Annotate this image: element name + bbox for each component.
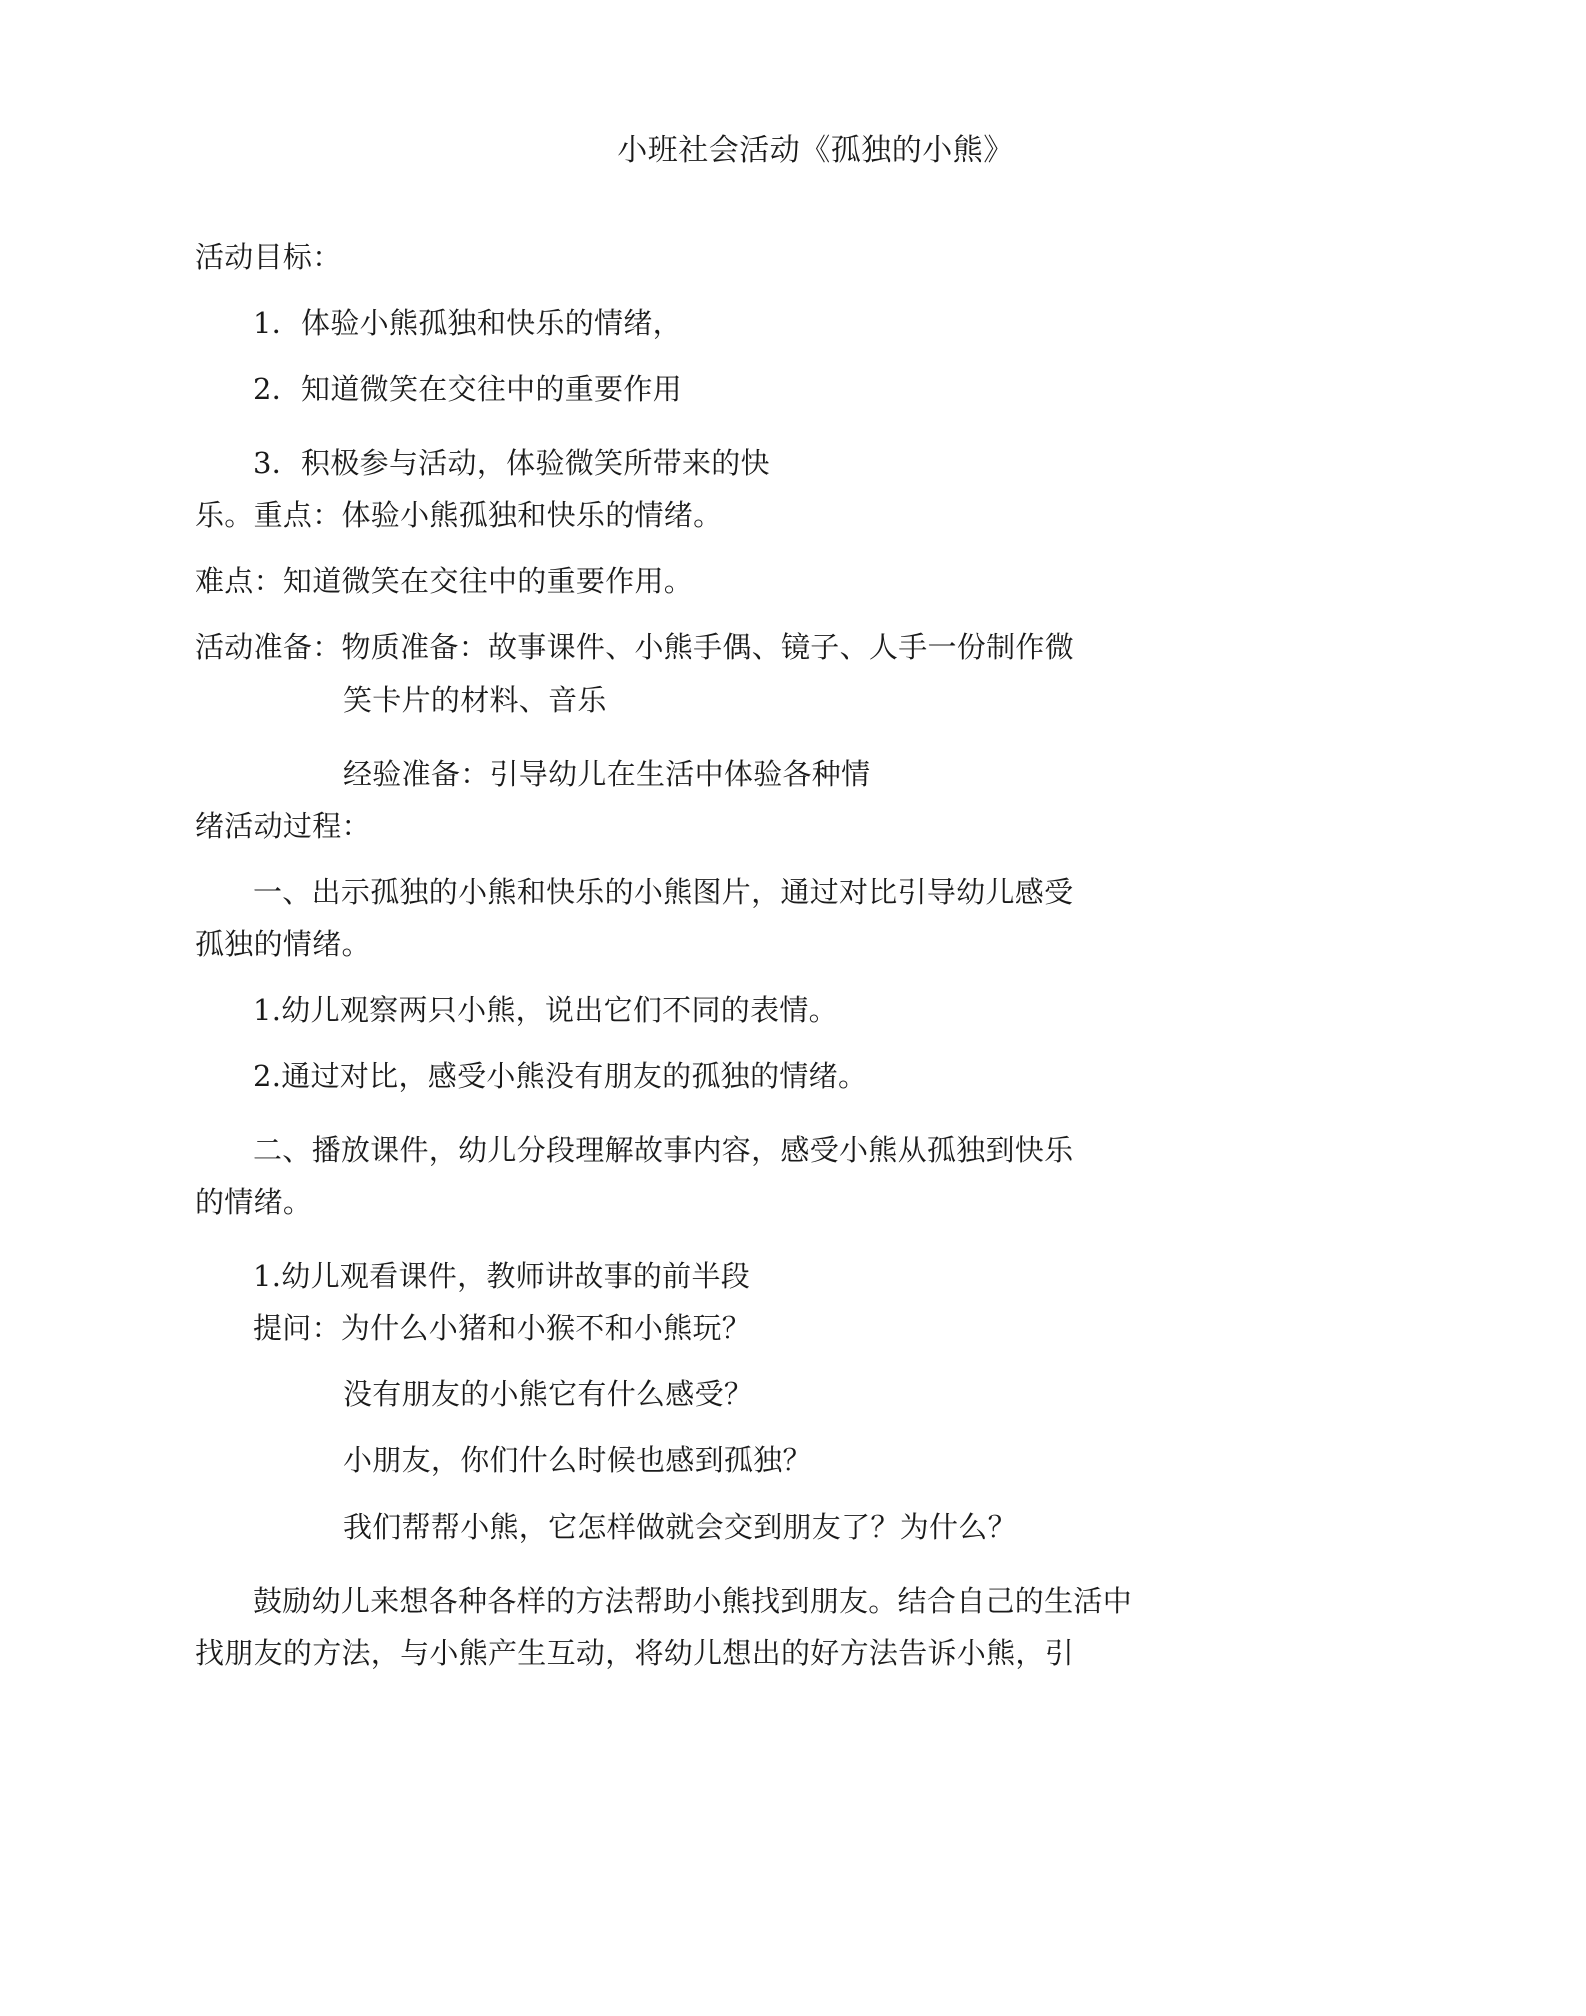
closing-paragraph: 鼓励幼儿来想各种各样的方法帮助小熊找到朋友。结合自己的生活中	[253, 1583, 1133, 1618]
question-intro: 提问：为什么小猪和小猴不和小熊玩？	[253, 1311, 752, 1346]
step-one-item-1: 1.幼儿观察两只小熊，说出它们不同的表情。	[253, 992, 838, 1027]
goal-item-2: 2．知道微笑在交往中的重要作用	[253, 372, 682, 407]
step-two-heading: 二、播放课件，幼儿分段理解故事内容，感受小熊从孤独到快乐	[253, 1133, 1074, 1168]
prep-material-line: 活动准备：物质准备：故事课件、小熊手偶、镜子、人手一份制作微	[195, 630, 1075, 665]
goal-item-1: 1．体验小熊孤独和快乐的情绪，	[253, 306, 682, 341]
closing-paragraph-continuation: 找朋友的方法，与小熊产生互动，将幼儿想出的好方法告诉小熊，引	[195, 1635, 1075, 1670]
step-one-heading: 一、出示孤独的小熊和快乐的小熊图片，通过对比引导幼儿感受	[253, 874, 1074, 909]
question-item-2: 没有朋友的小熊它有什么感受？	[343, 1377, 754, 1412]
difficulty-line: 难点：知道微笑在交往中的重要作用。	[195, 564, 694, 599]
step-one-continuation: 孤独的情绪。	[195, 926, 371, 961]
goal-item-3: 3．积极参与活动，体验微笑所带来的快	[253, 446, 770, 481]
prep-material-continuation: 笑卡片的材料、音乐	[343, 682, 607, 717]
page-title: 小班社会活动《孤独的小熊》	[617, 133, 1014, 168]
step-two-continuation: 的情绪。	[195, 1185, 313, 1220]
question-item-4: 我们帮帮小熊，它怎样做就会交到朋友了？为什么？	[343, 1509, 1017, 1544]
prep-experience-continuation: 绪活动过程：	[195, 808, 371, 843]
prep-experience-line: 经验准备：引导幼儿在生活中体验各种情	[343, 756, 871, 791]
goals-heading: 活动目标：	[195, 240, 342, 274]
step-one-item-2: 2.通过对比，感受小熊没有朋友的孤独的情绪。	[253, 1059, 868, 1094]
goal-item-3-continuation: 乐。重点：体验小熊孤独和快乐的情绪。	[195, 498, 723, 533]
step-two-item-1: 1.幼儿观看课件，教师讲故事的前半段	[253, 1259, 751, 1294]
question-item-3: 小朋友，你们什么时候也感到孤独？	[343, 1443, 812, 1478]
